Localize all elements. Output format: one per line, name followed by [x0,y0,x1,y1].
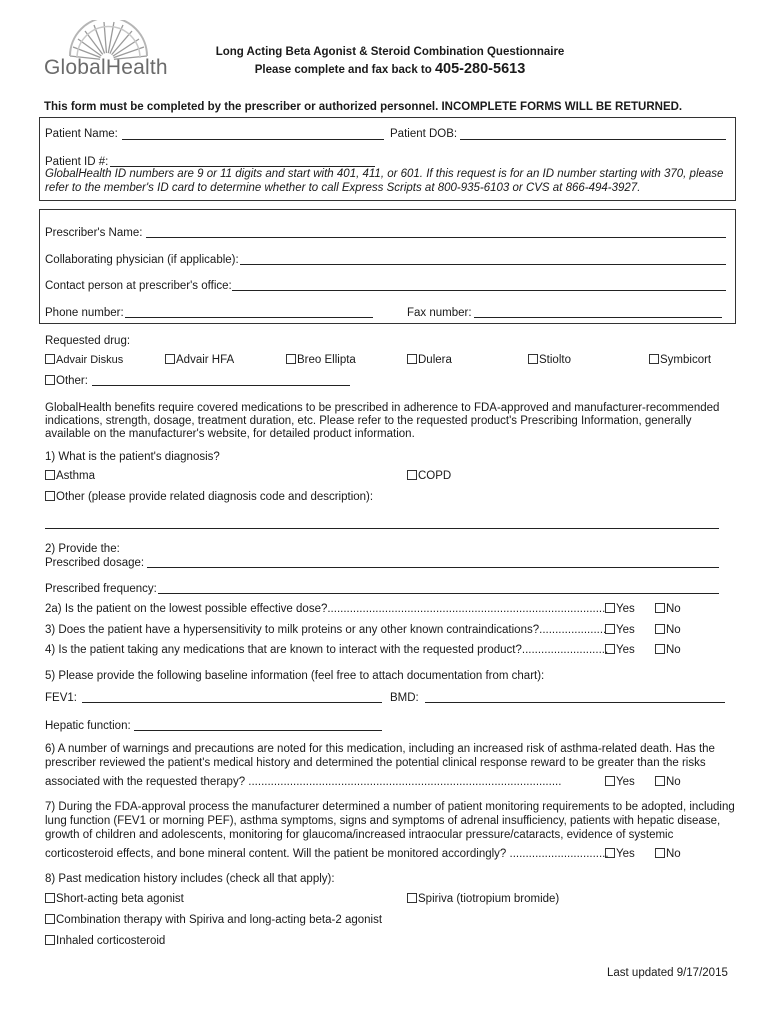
frequency-label: Prescribed frequency: [45,583,157,595]
q1-asthma[interactable] [45,470,95,482]
benefits-text-2: indications, strength, dosage, treatment duration, etc. Please refer to the requested product's Prescribing Information, generally [45,415,692,427]
collab-physician-label: Collaborating physician (if applicable): [45,254,239,266]
checkbox-icon[interactable] [528,354,538,364]
q1-other-label: Other (please provide related diagnosis code and description): [56,491,374,503]
q4-yes[interactable] [605,644,635,656]
prescriber-name-field[interactable] [146,237,726,238]
patient-id-note-2: refer to the member's ID card to determine whether to call Express Scripts at 800-935-6103 or CVS at 866-494-3927. [45,182,641,194]
q4-text: 4) Is the patient taking any medications that are known to interact with the requested product?........................... [45,644,609,656]
q8-ics[interactable] [45,935,165,947]
fax-field[interactable] [474,317,722,318]
q5-label: 5) Please provide the following baseline information (feel free to attach documentation from chart): [45,670,545,682]
q3-no[interactable] [655,624,681,636]
benefits-text-1: GlobalHealth benefits require covered medications to be prescribed in adherence to FDA-approved and manufacturer-recommended [45,402,720,414]
q7-yes[interactable] [605,848,635,860]
contact-person-field[interactable] [232,290,726,291]
q6-text-1: 6) A number of warnings and precautions are noted for this medication, including an increased risk of asthma-related death. Has the [45,743,715,755]
q3-text: 3) Does the patient have a hypersensitivity to milk proteins or any other known contraindications?..................... [45,624,607,636]
fax-number: 405-280-5613 [434,61,526,77]
form-title: Long Acting Beta Agonist & Steroid Combination Questionnaire [215,46,565,58]
drug-option-breo-ellipta[interactable] [286,354,356,366]
drug-option-label: Advair HFA [176,354,235,366]
checkbox-icon[interactable] [45,914,55,924]
collab-physician-field[interactable] [240,264,726,265]
drug-option-label: Advair Diskus [56,354,124,366]
drug-option-dulera[interactable] [407,354,452,366]
q1-label: 1) What is the patient's diagnosis? [45,451,220,463]
checkbox-icon[interactable] [286,354,296,364]
fax-label: Fax number: [407,307,472,319]
dosage-field[interactable] [147,567,719,568]
checkbox-icon[interactable] [45,935,55,945]
q8-saba-label: Short-acting beta agonist [56,893,184,905]
hepatic-label: Hepatic function: [45,720,131,732]
requested-drug-label: Requested drug: [45,335,131,347]
drug-option-label: Stiolto [539,354,571,366]
hepatic-field[interactable] [134,730,382,731]
q7-text-2: lung function (FEV1 or morning PEF), asthma symptoms, signs and symptoms of adrenal insufficiency, patients with hepatic disease, [45,815,721,827]
checkbox-icon[interactable] [45,491,55,501]
checkbox-icon[interactable] [407,354,417,364]
q8-spiriva-label: Spiriva (tiotropium bromide) [418,893,560,905]
checkbox-icon[interactable] [45,893,55,903]
yes-label: Yes [616,603,635,615]
checkbox-icon[interactable] [649,354,659,364]
no-label: No [666,603,681,615]
patient-id-note-1: GlobalHealth ID numbers are 9 or 11 digits and start with 401, 411, or 601. If this request is for an ID number starting with 370, please [45,168,724,180]
checkbox-icon[interactable] [605,624,615,634]
patient-name-label: Patient Name: [45,128,118,140]
q6-no[interactable] [655,776,681,788]
drug-other-label: Other: [56,375,88,387]
prescriber-section [39,209,736,324]
q1-copd[interactable] [407,470,451,482]
frequency-field[interactable] [158,593,719,594]
q7-text-4: corticosteroid effects, and bone mineral content. Will the patient be monitored accordingly? ............................... [45,848,609,860]
no-label: No [666,848,681,860]
prescriber-name-label: Prescriber's Name: [45,227,143,239]
contact-person-label: Contact person at prescriber's office: [45,280,232,292]
dosage-label: Prescribed dosage: [45,557,145,569]
patient-name-field[interactable] [122,139,384,140]
drug-option-advair-hfa[interactable] [165,354,234,366]
q1-asthma-label: Asthma [56,470,95,482]
patient-id-label: Patient ID #: [45,156,109,168]
bmd-label: BMD: [390,692,419,704]
last-updated: Last updated 9/17/2015 [607,967,728,979]
q6-text-3: associated with the requested therapy? .................................................................................................. [45,776,562,788]
checkbox-icon[interactable] [45,375,55,385]
checkbox-icon[interactable] [655,624,665,634]
checkbox-icon[interactable] [605,603,615,613]
q8-label: 8) Past medication history includes (check all that apply): [45,873,335,885]
q8-combo-label: Combination therapy with Spiriva and long-acting beta-2 agonist [56,914,383,926]
bmd-field[interactable] [425,702,725,703]
fax-instruction-text: Please complete and fax back to [254,64,435,76]
drug-option-label: Breo Ellipta [297,354,356,366]
q2a-no[interactable] [655,603,681,615]
q2-label: 2) Provide the: [45,543,120,555]
no-label: No [666,644,681,656]
q1-other[interactable] [45,491,373,503]
q8-saba[interactable] [45,893,184,905]
q3-yes[interactable] [605,624,635,636]
drug-other-field[interactable] [92,385,350,386]
q2a-text: 2a) Is the patient on the lowest possible effective dose?....................................................................................... [45,603,606,615]
checkbox-icon[interactable] [655,603,665,613]
checkbox-icon[interactable] [655,848,665,858]
q2a-yes[interactable] [605,603,635,615]
checkbox-icon[interactable] [165,354,175,364]
completion-notice: This form must be completed by the prescriber or authorized personnel. INCOMPLETE FORMS WILL BE RETURNED. [44,101,683,113]
checkbox-icon[interactable] [407,893,417,903]
drug-option-label: Dulera [418,354,452,366]
benefits-text-3: available on the manufacturer's website, for detailed product information. [45,428,415,440]
checkbox-icon[interactable] [605,776,615,786]
checkbox-icon[interactable] [605,848,615,858]
fev1-label: FEV1: [45,692,77,704]
yes-label: Yes [616,848,635,860]
fev1-field[interactable] [82,702,382,703]
checkbox-icon[interactable] [655,644,665,654]
drug-option-stiolto[interactable] [528,354,571,366]
q8-combo[interactable] [45,914,382,926]
patient-id-field[interactable] [110,166,375,167]
q6-text-2: prescriber reviewed the patient's medical history and determined the potential clinical response reward to be greater than the risks [45,757,706,769]
no-label: No [666,624,681,636]
logo-text: GlobalHealth [44,56,168,79]
yes-label: Yes [616,644,635,656]
drug-option-advair-diskus[interactable] [45,354,123,366]
checkbox-icon[interactable] [45,470,55,480]
phone-field[interactable] [125,317,373,318]
drug-option-other[interactable] [45,375,88,387]
q1-copd-label: COPD [418,470,452,482]
checkbox-icon[interactable] [407,470,417,480]
no-label: No [666,776,681,788]
checkbox-icon[interactable] [45,354,55,364]
yes-label: Yes [616,624,635,636]
q1-other-field[interactable] [45,528,719,529]
q8-ics-label: Inhaled corticosteroid [56,935,166,947]
fax-instruction [200,61,580,77]
phone-label: Phone number: [45,307,124,319]
q7-no[interactable] [655,848,681,860]
patient-dob-field[interactable] [460,139,726,140]
q4-no[interactable] [655,644,681,656]
checkbox-icon[interactable] [655,776,665,786]
checkbox-icon[interactable] [605,644,615,654]
drug-option-symbicort[interactable] [649,354,711,366]
q8-spiriva[interactable] [407,893,559,905]
q6-yes[interactable] [605,776,635,788]
q7-text-3: growth of children and adolescents, monitoring for glaucoma/increased intraocular pressure/cataracts, evidence of systemic [45,829,674,841]
drug-option-label: Symbicort [660,354,712,366]
patient-dob-label: Patient DOB: [390,128,458,140]
q7-text-1: 7) During the FDA-approval process the manufacturer determined a number of patient monitoring requirements to be adopted, including [45,801,735,813]
yes-label: Yes [616,776,635,788]
